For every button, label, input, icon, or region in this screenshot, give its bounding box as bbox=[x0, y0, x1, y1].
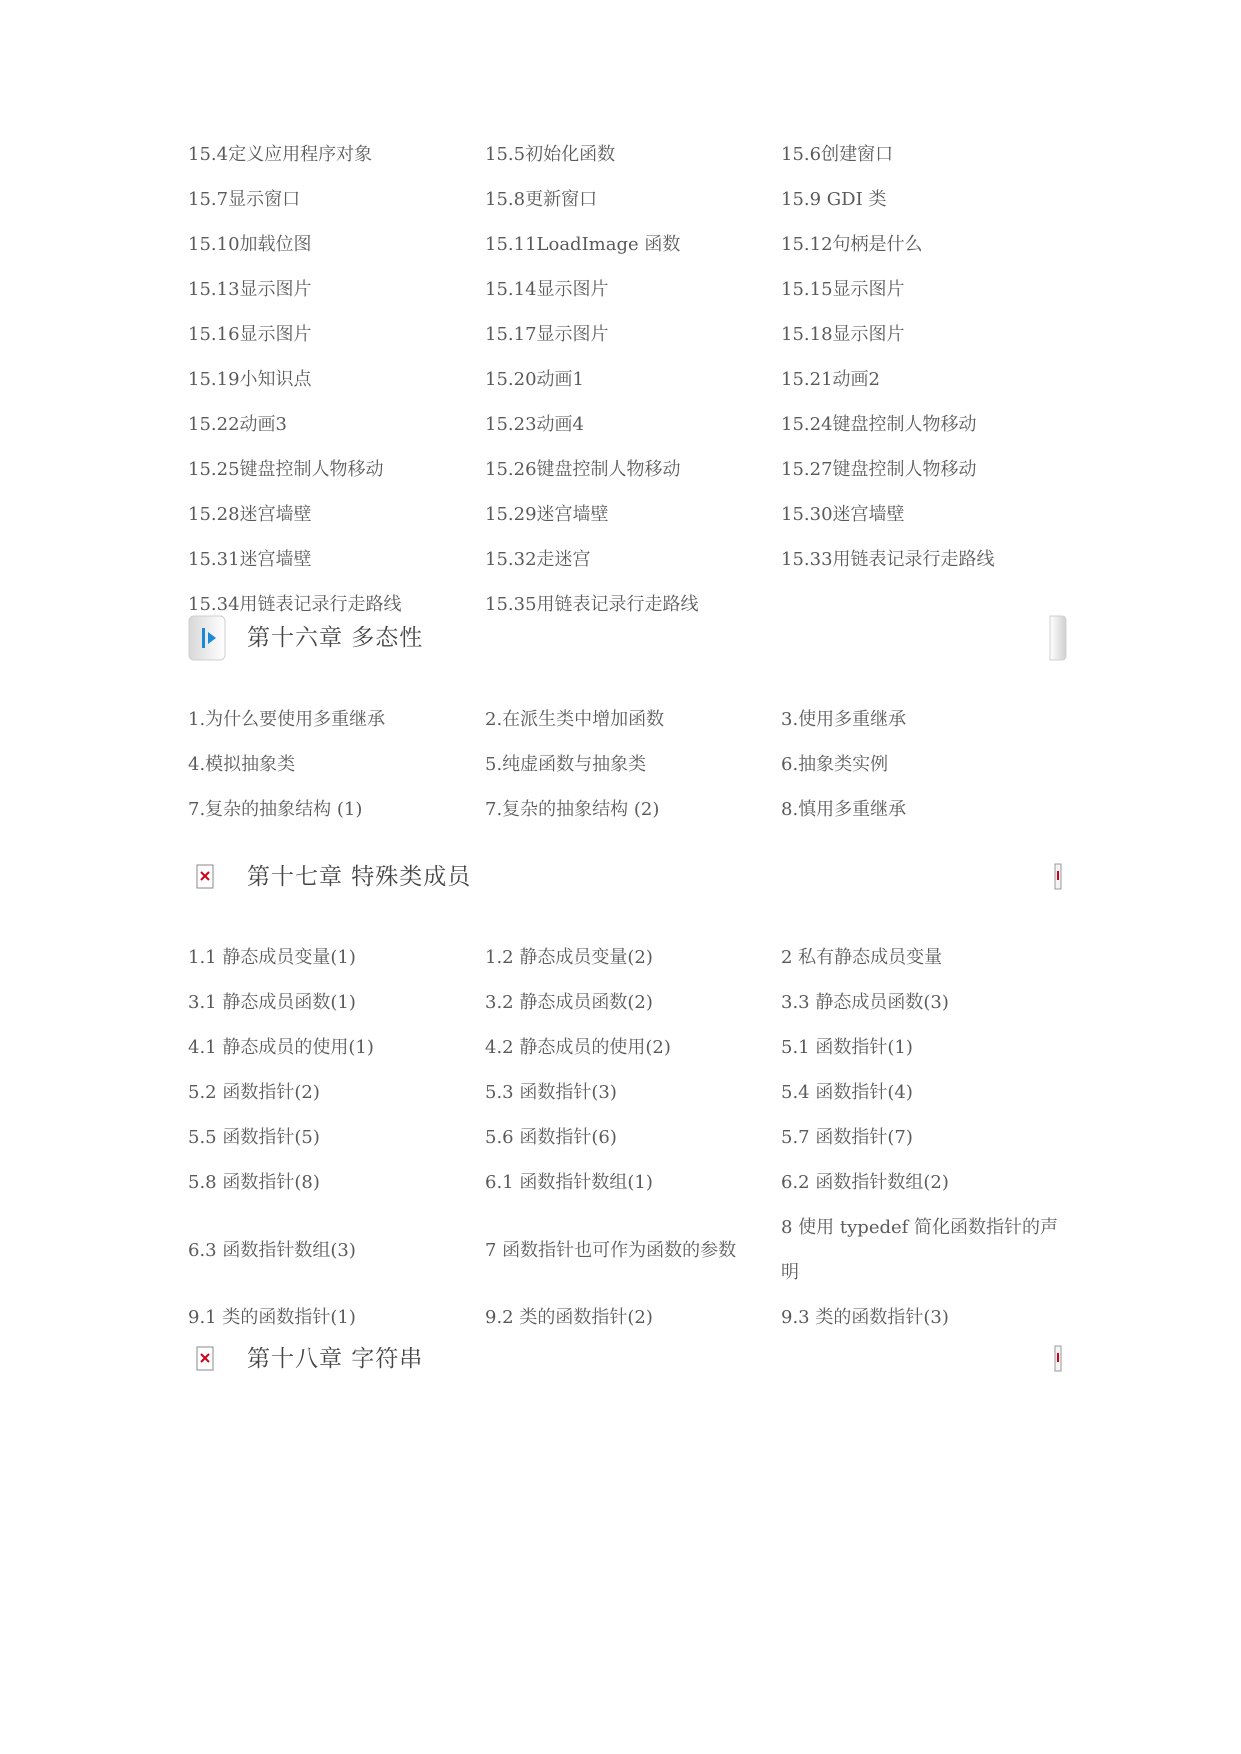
chapter16-link-grid bbox=[188, 697, 1068, 832]
table-row bbox=[188, 537, 1068, 582]
toc-link[interactable]: 7.复杂的抽象结构 (2) bbox=[485, 799, 660, 820]
toc-link[interactable]: 15.14显示图片 bbox=[485, 279, 609, 300]
chapter16-title: 第十六章 多态性 bbox=[247, 625, 424, 651]
toc-link[interactable]: 15.28迷宫墙壁 bbox=[188, 504, 312, 525]
toc-link[interactable]: 15.30迷宫墙壁 bbox=[781, 504, 905, 525]
toc-link[interactable]: 15.13显示图片 bbox=[188, 279, 312, 300]
table-row bbox=[188, 132, 1068, 177]
toc-link[interactable]: 15.27键盘控制人物移动 bbox=[781, 459, 977, 480]
section15-link-grid bbox=[188, 132, 1068, 627]
toc-link[interactable]: 1.为什么要使用多重继承 bbox=[188, 709, 386, 730]
chapter16-header bbox=[188, 611, 1068, 665]
toc-link[interactable]: 8 使用 typedef 简化函数指针的声明 bbox=[781, 1217, 1059, 1283]
table-row bbox=[188, 222, 1068, 267]
toc-link[interactable]: 9.1 类的函数指针(1) bbox=[188, 1307, 356, 1328]
broken-image-icon bbox=[188, 850, 228, 904]
table-row bbox=[188, 787, 1068, 832]
toc-link[interactable]: 15.26键盘控制人物移动 bbox=[485, 459, 681, 480]
toc-link[interactable]: 1.2 静态成员变量(2) bbox=[485, 947, 653, 968]
table-row bbox=[188, 697, 1068, 742]
toc-link[interactable]: 15.9 GDI 类 bbox=[781, 189, 887, 210]
toc-link[interactable]: 4.2 静态成员的使用(2) bbox=[485, 1037, 671, 1058]
toc-link[interactable]: 3.1 静态成员函数(1) bbox=[188, 992, 356, 1013]
toc-link[interactable]: 15.22动画3 bbox=[188, 414, 287, 435]
toc-link[interactable]: 15.17显示图片 bbox=[485, 324, 609, 345]
table-row bbox=[188, 1070, 1068, 1115]
toc-link[interactable]: 15.16显示图片 bbox=[188, 324, 312, 345]
table-row bbox=[188, 357, 1068, 402]
toc-link[interactable]: 15.6创建窗口 bbox=[781, 144, 894, 165]
toc-link[interactable]: 9.3 类的函数指针(3) bbox=[781, 1307, 949, 1328]
toc-link[interactable]: 6.2 函数指针数组(2) bbox=[781, 1172, 949, 1193]
toc-link[interactable]: 15.34用链表记录行走路线 bbox=[188, 594, 402, 615]
table-row bbox=[188, 1205, 1068, 1295]
chapter18-header bbox=[188, 1332, 1068, 1386]
toc-link[interactable]: 6.3 函数指针数组(3) bbox=[188, 1239, 356, 1261]
chapter17-header bbox=[188, 850, 1068, 904]
toc-link[interactable]: 7.复杂的抽象结构 (1) bbox=[188, 799, 363, 820]
toc-link[interactable]: 15.29迷宫墙壁 bbox=[485, 504, 609, 525]
toc-link[interactable]: 5.7 函数指针(7) bbox=[781, 1127, 913, 1148]
toc-link[interactable]: 15.4定义应用程序对象 bbox=[188, 144, 373, 165]
table-row bbox=[188, 492, 1068, 537]
table-row bbox=[188, 742, 1068, 787]
chapter17-link-grid bbox=[188, 935, 1068, 1340]
table-row bbox=[188, 1160, 1068, 1205]
toc-link[interactable]: 5.5 函数指针(5) bbox=[188, 1127, 320, 1148]
broken-image-icon bbox=[188, 1332, 228, 1386]
toc-link[interactable]: 5.8 函数指针(8) bbox=[188, 1172, 320, 1193]
toc-link[interactable]: 6.抽象类实例 bbox=[781, 754, 889, 775]
table-row bbox=[188, 312, 1068, 357]
toc-link[interactable]: 5.纯虚函数与抽象类 bbox=[485, 754, 647, 775]
broken-image-icon bbox=[1048, 1332, 1068, 1386]
tab-edge-icon bbox=[1048, 611, 1068, 665]
toc-link[interactable]: 15.21动画2 bbox=[781, 369, 880, 390]
table-row bbox=[188, 1025, 1068, 1070]
toc-link[interactable]: 5.6 函数指针(6) bbox=[485, 1127, 617, 1148]
toc-link[interactable]: 3.2 静态成员函数(2) bbox=[485, 992, 653, 1013]
toc-link[interactable]: 15.33用链表记录行走路线 bbox=[781, 549, 995, 570]
play-bookmark-icon bbox=[188, 611, 228, 665]
table-row bbox=[188, 935, 1068, 980]
toc-link[interactable]: 15.31迷宫墙壁 bbox=[188, 549, 312, 570]
toc-link[interactable]: 4.1 静态成员的使用(1) bbox=[188, 1037, 374, 1058]
toc-link[interactable]: 7 函数指针也可作为函数的参数 bbox=[485, 1239, 737, 1261]
toc-link[interactable]: 15.15显示图片 bbox=[781, 279, 905, 300]
toc-link[interactable]: 15.11LoadImage 函数 bbox=[485, 234, 681, 255]
toc-link[interactable]: 6.1 函数指针数组(1) bbox=[485, 1172, 653, 1193]
chapter18-title: 第十八章 字符串 bbox=[247, 1346, 424, 1372]
toc-link[interactable]: 3.3 静态成员函数(3) bbox=[781, 992, 949, 1013]
toc-link[interactable]: 15.24键盘控制人物移动 bbox=[781, 414, 977, 435]
toc-link[interactable]: 2.在派生类中增加函数 bbox=[485, 709, 665, 730]
toc-link[interactable]: 15.25键盘控制人物移动 bbox=[188, 459, 384, 480]
toc-link[interactable]: 5.2 函数指针(2) bbox=[188, 1082, 320, 1103]
toc-link[interactable]: 1.1 静态成员变量(1) bbox=[188, 947, 356, 968]
toc-link[interactable]: 5.1 函数指针(1) bbox=[781, 1037, 913, 1058]
table-row bbox=[188, 177, 1068, 222]
toc-link[interactable]: 3.使用多重继承 bbox=[781, 709, 907, 730]
toc-link[interactable]: 15.23动画4 bbox=[485, 414, 584, 435]
table-row bbox=[188, 1115, 1068, 1160]
toc-link[interactable]: 15.18显示图片 bbox=[781, 324, 905, 345]
table-row bbox=[188, 402, 1068, 447]
chapter17-title: 第十七章 特殊类成员 bbox=[247, 864, 472, 890]
toc-link[interactable]: 2 私有静态成员变量 bbox=[781, 947, 943, 968]
toc-link[interactable]: 15.10加载位图 bbox=[188, 234, 312, 255]
toc-link[interactable]: 8.慎用多重继承 bbox=[781, 799, 907, 820]
table-row bbox=[188, 447, 1068, 492]
toc-link[interactable]: 15.8更新窗口 bbox=[485, 189, 598, 210]
broken-image-icon bbox=[1048, 850, 1068, 904]
toc-link[interactable]: 15.32走迷宫 bbox=[485, 549, 591, 570]
table-row bbox=[188, 980, 1068, 1025]
toc-link[interactable]: 9.2 类的函数指针(2) bbox=[485, 1307, 653, 1328]
toc-link[interactable]: 15.12句柄是什么 bbox=[781, 234, 923, 255]
toc-link[interactable]: 15.20动画1 bbox=[485, 369, 584, 390]
toc-link[interactable]: 4.模拟抽象类 bbox=[188, 754, 296, 775]
toc-link[interactable]: 15.35用链表记录行走路线 bbox=[485, 594, 699, 615]
table-row bbox=[188, 267, 1068, 312]
toc-link[interactable]: 15.5初始化函数 bbox=[485, 144, 616, 165]
toc-link[interactable]: 5.3 函数指针(3) bbox=[485, 1082, 617, 1103]
toc-link[interactable]: 5.4 函数指针(4) bbox=[781, 1082, 913, 1103]
toc-link[interactable]: 15.7显示窗口 bbox=[188, 189, 301, 210]
toc-link[interactable]: 15.19小知识点 bbox=[188, 369, 312, 390]
